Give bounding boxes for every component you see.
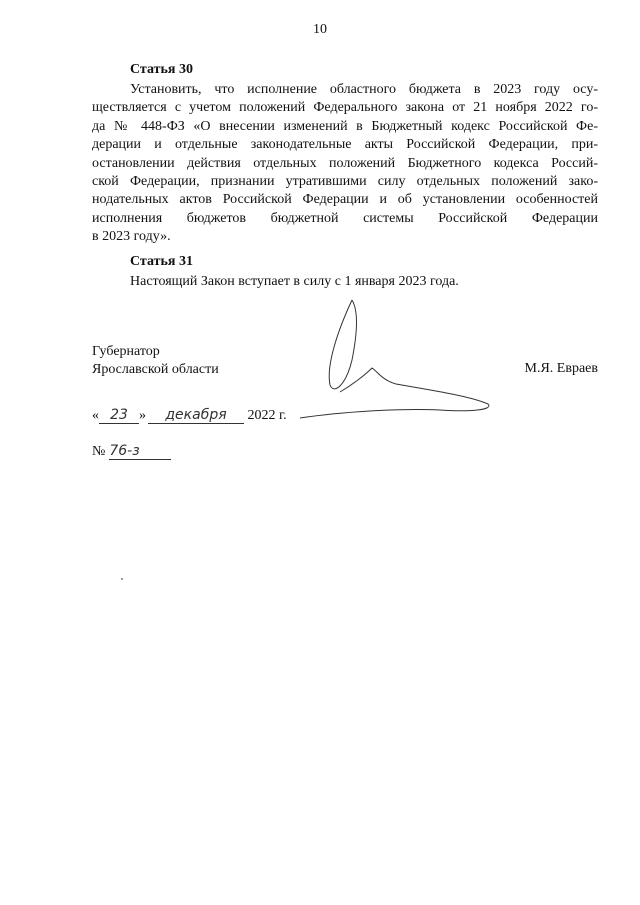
signer-name: М.Я. Евраев — [524, 361, 598, 376]
article-30-line: в 2023 году». — [92, 229, 171, 245]
article-30-line: Установить, что исполнение областного бюджета в 2023 году осу- — [130, 82, 598, 97]
date-day: 23 — [99, 407, 139, 424]
signing-date — [92, 407, 287, 424]
signer-title-line: Ярославской области — [92, 362, 219, 378]
scan-speck — [121, 578, 123, 580]
signature-loop — [329, 300, 356, 389]
article-30-line: ской Федерации, признании утратившими силу отдельных положений зако- — [92, 173, 598, 189]
date-year: 2022 г. — [247, 408, 287, 423]
article-30-line: нодательных актов Российской Федерации и об установлении особенностей — [92, 192, 598, 208]
date-month: декабря — [148, 407, 244, 424]
article-30-line: дерации и отдельные законодательные акты Российской Федерации, при- — [92, 137, 598, 153]
date-open-quote: « — [92, 408, 99, 423]
signature-stroke — [300, 368, 489, 418]
article-30-heading: Статья 30 — [130, 62, 193, 77]
signer-title-line: Губернатор — [92, 344, 160, 359]
article-30 — [92, 62, 598, 247]
date-close-quote: » — [139, 408, 146, 423]
article-30-line: остановлении действия отдельных положений Бюджетного кодекса Россий- — [92, 155, 598, 171]
article-31 — [92, 254, 598, 291]
article-30-line: ществляется с учетом положений Федерального закона от 21 ноября 2022 го- — [92, 100, 598, 116]
article-31-heading: Статья 31 — [130, 254, 193, 269]
number-sign: № — [92, 444, 106, 459]
article-30-line: да № 448-ФЗ «О внесении изменений в Бюджетный кодекс Российской Фе- — [92, 118, 598, 134]
document-number — [92, 443, 171, 460]
article-31-line: Настоящий Закон вступает в силу с 1 января 2023 года. — [130, 274, 459, 289]
page-number: 10 — [313, 22, 327, 37]
number-value: 76-з — [109, 443, 171, 460]
article-31-text — [92, 273, 598, 291]
signer-title — [92, 343, 219, 380]
article-30-line: исполнения бюджетов бюджетной системы Российской Федерации — [92, 210, 598, 226]
article-30-text — [92, 81, 598, 247]
